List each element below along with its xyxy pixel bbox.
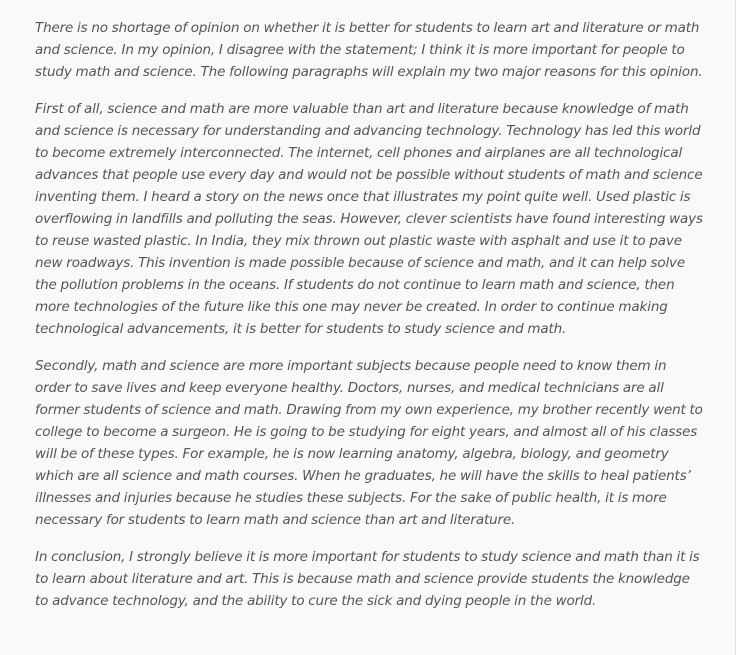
essay-paragraph-conclusion: In conclusion, I strongly believe it is more important for students to study science and math than it is to learn about literature and art. This is because math and science provide students the knowledge to advance technology, and the ability to cure the sick and dying people in the world. [35, 549, 700, 609]
essay-paragraph-health-reason: Secondly, math and science are more important subjects because people need to know them in order to save lives and keep everyone healthy. Doctors, nurses, and medical technicians are all former students of science and math. Drawing from my own experience, my brother recently went to college to become a surgeon. He is going to be studying for eight years, and almost all of his classes will be of these types. For example, he is now learning anatomy, algebra, biology, and geometry which are all science and math courses. When he graduates, he will have the skills to heal patients’ illnesses and injuries because he studies these subjects. For the sake of public health, it is more necessary for students to learn math and science than art and literature. [35, 358, 703, 528]
essay-paragraph-introduction: There is no shortage of opinion on whether it is better for students to learn art and literature or math and science. In my opinion, I disagree with the statement; I think it is more important for people to study math and science. The following paragraphs will explain my two major reasons for this opinion. [35, 20, 703, 80]
essay-paragraph-technology-reason: First of all, science and math are more valuable than art and literature because knowledge of math and science is necessary for understanding and advancing technology. Technology has led this world to become extremely interconnected. The internet, cell phones and airplanes are all technological advances that people use every day and would not be possible without students of math and science inventing them. I heard a story on the news once that illustrates my point quite well. Used plastic is overflowing in landfills and polluting the seas. However, clever scientists have found interesting ways to reuse wasted plastic. In India, they mix thrown out plastic waste with asphalt and use it to pave new roadways. This invention is made possible because of science and math, and it can help solve the pollution problems in the oceans. If students do not continue to learn math and science, then more technologies of the future like this one may never be created. In order to continue making technological advancements, it is better for students to study science and math. [35, 101, 703, 337]
